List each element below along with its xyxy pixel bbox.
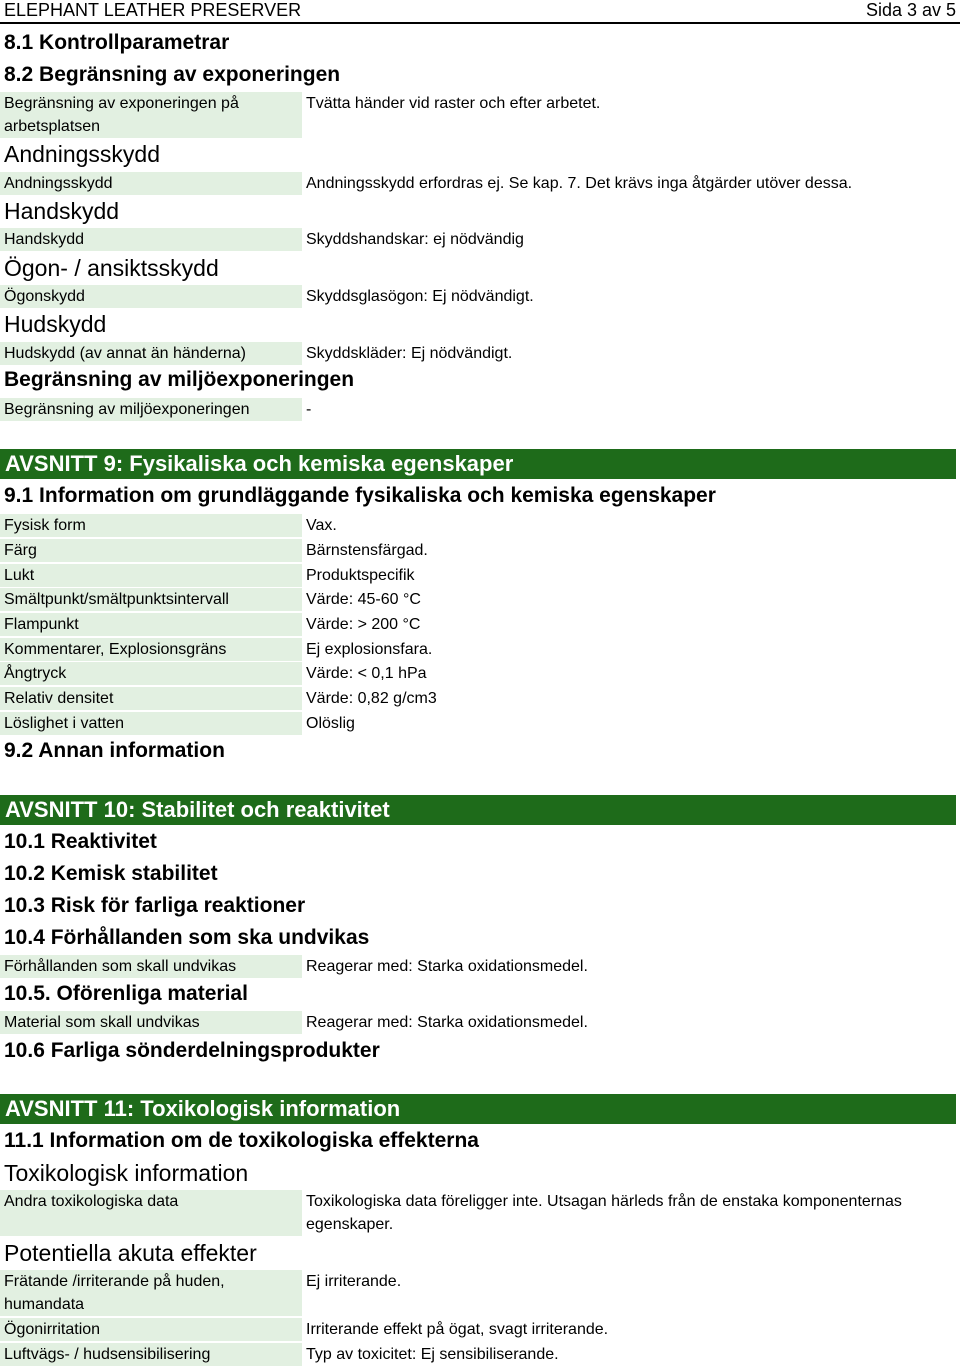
hand-value: Skyddshandskar: ej nödvändig [302, 228, 954, 251]
property-value: Bärnstensfärgad. [302, 539, 954, 562]
heading-10-1: 10.1 Reaktivitet [4, 830, 157, 853]
toxicology-label: Andra toxikologiska data [0, 1190, 302, 1236]
conditions-label: Förhållanden som skall undvikas [0, 955, 302, 978]
heading-10-3: 10.3 Risk för farliga reaktioner [4, 894, 306, 917]
environment-label: Begränsning av miljöexponeringen [0, 398, 302, 421]
skin-value: Skyddskläder: Ej nödvändigt. [302, 342, 954, 365]
respiratory-label: Andningsskydd [0, 172, 302, 195]
eye-label: Ögonskydd [0, 285, 302, 308]
section-10-title: AVSNITT 10: Stabilitet och reaktivitet [0, 795, 956, 825]
workplace-label: Begränsning av exponeringen på arbetsplatsen [0, 92, 302, 138]
property-value: Värde: > 200 °C [302, 613, 954, 636]
property-label: Färg [0, 539, 302, 562]
skin-corrosion-value: Ej irriterande. [302, 1270, 954, 1293]
heading-9-1: 9.1 Information om grundläggande fysikaliska och kemiska egenskaper [4, 484, 716, 507]
group-respiratory: Andningsskydd [4, 141, 160, 167]
heading-10-2: 10.2 Kemisk stabilitet [4, 862, 218, 885]
heading-11-1: 11.1 Information om de toxikologiska effekterna [4, 1129, 479, 1152]
workplace-value: Tvätta händer vid raster och efter arbetet. [302, 92, 954, 115]
property-value: Olöslig [302, 712, 954, 735]
property-value: Värde: < 0,1 hPa [302, 662, 954, 685]
respiratory-value: Andningsskydd erfordras ej. Se kap. 7. Det krävs inga åtgärder utöver dessa. [302, 172, 954, 195]
group-skin: Hudskydd [4, 311, 107, 337]
property-value: Värde: 0,82 g/cm3 [302, 687, 954, 710]
toxicology-value: Toxikologiska data föreligger inte. Utsagan härleds från de enstaka komponenternas egenskaper. [302, 1190, 954, 1236]
heading-10-6: 10.6 Farliga sönderdelningsprodukter [4, 1039, 380, 1062]
property-label: Smältpunkt/smältpunktsintervall [0, 588, 302, 611]
section-9-title: AVSNITT 9: Fysikaliska och kemiska egenskaper [0, 449, 956, 479]
page-number: Sida 3 av 5 [865, 0, 956, 20]
heading-8-2: 8.2 Begränsning av exponeringen [4, 63, 341, 86]
group-environment: Begränsning av miljöexponeringen [4, 368, 355, 391]
environment-value: - [302, 398, 954, 421]
heading-9-2: 9.2 Annan information [4, 739, 225, 762]
property-value: Produktspecifik [302, 564, 954, 587]
group-toxicology: Toxikologisk information [4, 1160, 249, 1186]
skin-label: Hudskydd (av annat än händerna) [0, 342, 302, 365]
property-label: Kommentarer, Explosionsgräns [0, 638, 302, 661]
materials-value: Reagerar med: Starka oxidationsmedel. [302, 1011, 954, 1034]
group-eye: Ögon- / ansiktsskydd [4, 255, 219, 281]
page-header [0, 0, 960, 24]
skin-corrosion-label: Frätande /irriterande på huden, humandata [0, 1270, 302, 1316]
eye-irritation-value: Irriterande effekt på ögat, svagt irriterande. [302, 1318, 954, 1341]
product-title: ELEPHANT LEATHER PRESERVER [4, 0, 302, 20]
section-11-title: AVSNITT 11: Toxikologisk information [0, 1094, 956, 1124]
property-value: Värde: 45-60 °C [302, 588, 954, 611]
group-acute-effects: Potentiella akuta effekter [4, 1240, 257, 1266]
eye-irritation-label: Ögonirritation [0, 1318, 302, 1341]
heading-10-5: 10.5. Oförenliga material [4, 982, 248, 1005]
sensitisation-label: Luftvägs- / hudsensibilisering [0, 1343, 302, 1366]
property-label: Ångtryck [0, 662, 302, 685]
property-value: Vax. [302, 514, 954, 537]
group-hand: Handskydd [4, 198, 120, 224]
property-value: Ej explosionsfara. [302, 638, 954, 661]
property-label: Flampunkt [0, 613, 302, 636]
eye-value: Skyddsglasögon: Ej nödvändigt. [302, 285, 954, 308]
sensitisation-value: Typ av toxicitet: Ej sensibiliserande. [302, 1343, 954, 1366]
property-label: Fysisk form [0, 514, 302, 537]
materials-label: Material som skall undvikas [0, 1011, 302, 1034]
property-label: Relativ densitet [0, 687, 302, 710]
conditions-value: Reagerar med: Starka oxidationsmedel. [302, 955, 954, 978]
hand-label: Handskydd [0, 228, 302, 251]
property-label: Lukt [0, 564, 302, 587]
heading-8-1: 8.1 Kontrollparametrar [4, 31, 230, 54]
property-label: Löslighet i vatten [0, 712, 302, 735]
heading-10-4: 10.4 Förhållanden som ska undvikas [4, 926, 370, 949]
